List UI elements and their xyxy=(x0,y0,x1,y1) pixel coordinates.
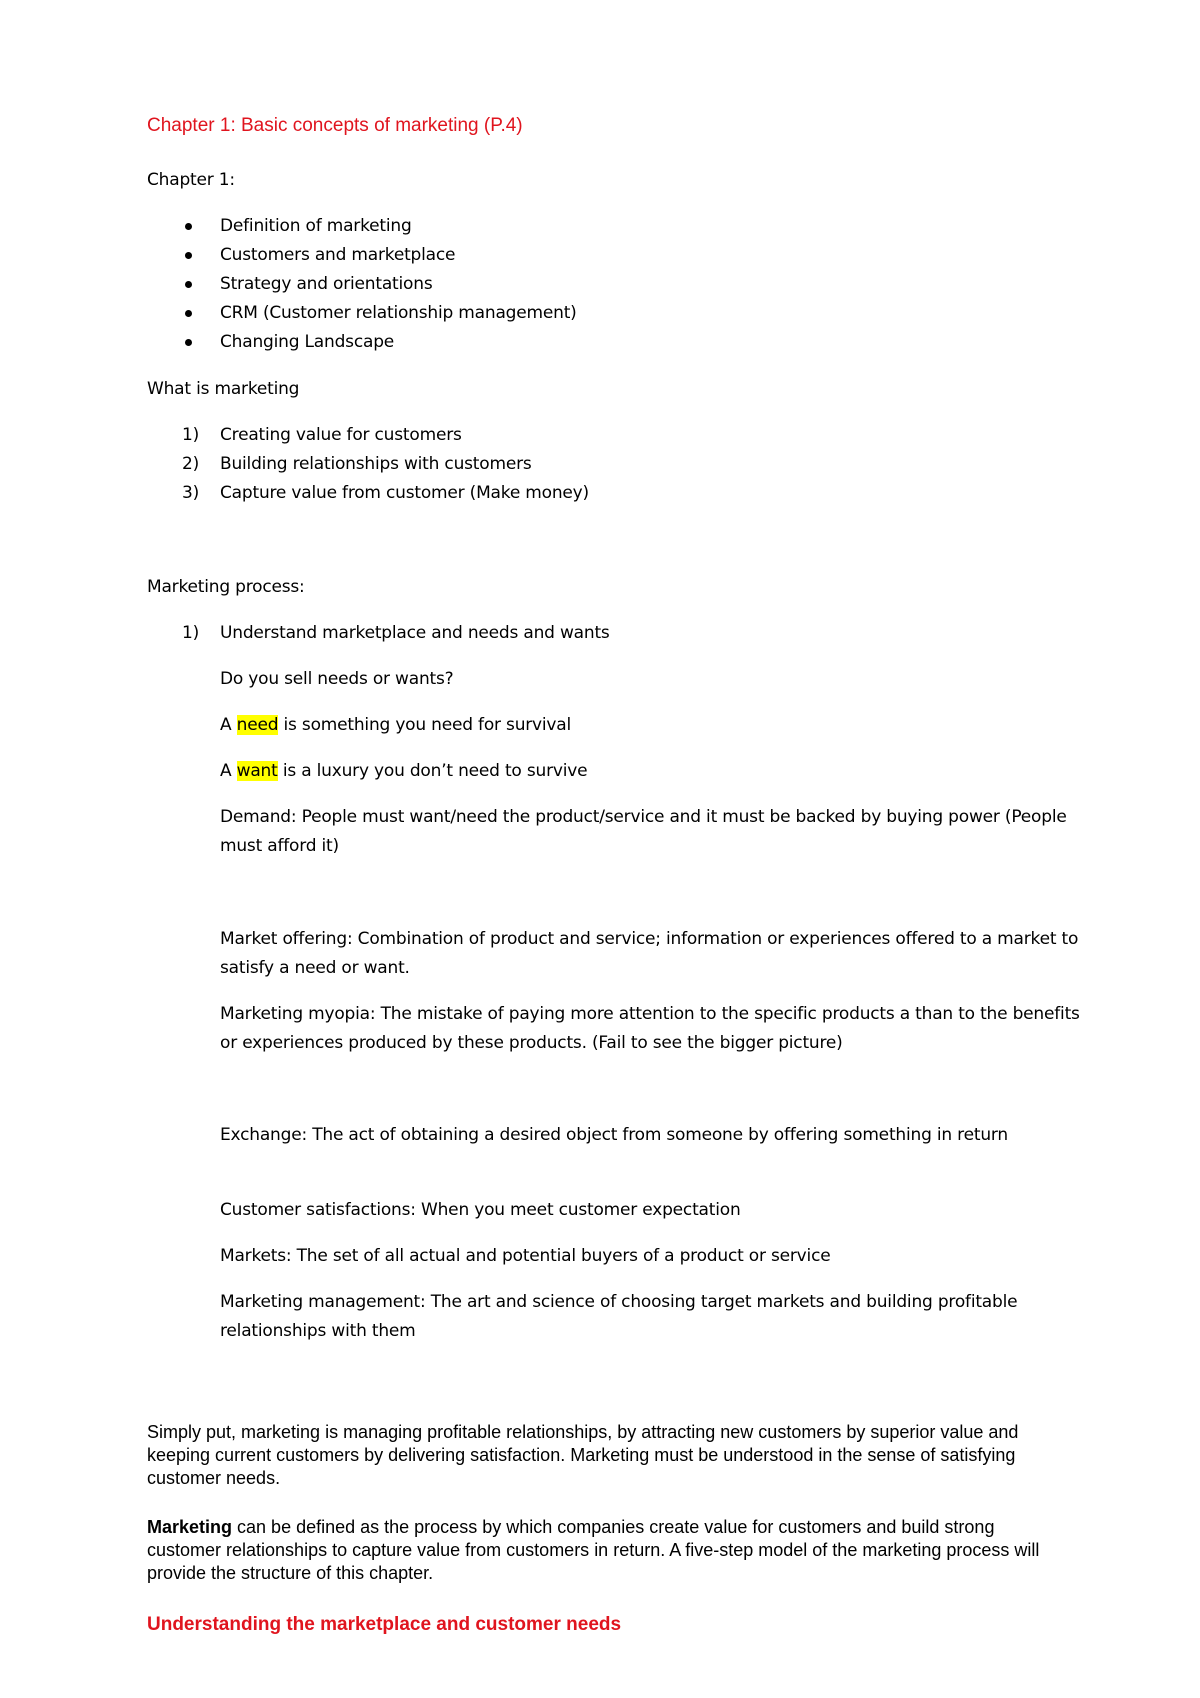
list-item: Customers and marketplace xyxy=(182,241,577,270)
list-item: Strategy and orientations xyxy=(182,270,577,299)
exchange-definition: Exchange: The act of obtaining a desired object from someone by offering something in return xyxy=(220,1125,1008,1145)
needs-wants-question: Do you sell needs or wants? xyxy=(220,669,454,689)
summary-paragraph: Simply put, marketing is managing profitable relationships, by attracting new customers by superior value and keeping current customers by delivering satisfaction. Marketing must be understood in the sense of satisfying customer needs. xyxy=(147,1422,1019,1488)
bullet-icon xyxy=(185,310,192,317)
customer-satisfactions-definition: Customer satisfactions: When you meet customer expectation xyxy=(220,1200,741,1220)
list-item: CRM (Customer relationship management) xyxy=(182,299,577,328)
marketing-process-heading: Marketing process: xyxy=(147,577,305,597)
markets-definition: Markets: The set of all actual and potential buyers of a product or service xyxy=(220,1246,831,1266)
list-item: 2) Building relationships with customers xyxy=(182,454,532,474)
bullet-icon xyxy=(185,252,192,259)
want-definition: A want is a luxury you don’t need to survive xyxy=(220,761,588,781)
need-highlight: need xyxy=(236,715,279,735)
list-item: 1) Understand marketplace and needs and wants xyxy=(182,623,610,643)
marketing-term: Marketing xyxy=(147,1517,233,1537)
marketing-management-definition: Marketing management: The art and science of choosing target markets and building profitable relationships with them xyxy=(220,1292,1018,1341)
marketing-myopia-definition: Marketing myopia: The mistake of paying more attention to the specific products a than to the benefits or experiences produced by these products. (Fail to see the bigger picture) xyxy=(220,1004,1080,1053)
topic-list xyxy=(182,212,577,357)
marketing-process-list xyxy=(182,619,610,648)
market-offering-definition: Market offering: Combination of product and service; information or experiences offered to a market to satisfy a need or want. xyxy=(220,929,1079,978)
demand-definition: Demand: People must want/need the product/service and it must be backed by buying power (People must afford it) xyxy=(220,807,1067,856)
list-item: Changing Landscape xyxy=(182,328,577,357)
document-title: Chapter 1: Basic concepts of marketing (P.4) xyxy=(147,115,523,136)
what-is-marketing-list xyxy=(182,421,589,508)
bullet-icon xyxy=(185,223,192,230)
list-item: Definition of marketing xyxy=(182,212,577,241)
list-item: 1) Creating value for customers xyxy=(182,425,462,445)
list-item: 3) Capture value from customer (Make money) xyxy=(182,483,589,503)
need-definition: A need is something you need for survival xyxy=(220,715,572,735)
what-is-marketing-heading: What is marketing xyxy=(147,379,300,399)
bullet-icon xyxy=(185,281,192,288)
section-heading: Understanding the marketplace and customer needs xyxy=(147,1614,622,1635)
bullet-icon xyxy=(185,339,192,346)
want-highlight: want xyxy=(236,761,278,781)
definition-paragraph: Marketing can be defined as the process by which companies create value for customers and build strong customer relationships to capture value from customers in return. A five-step model of the marketing process will provide the structure of this chapter. xyxy=(147,1517,1040,1583)
chapter-label: Chapter 1: xyxy=(147,170,235,190)
